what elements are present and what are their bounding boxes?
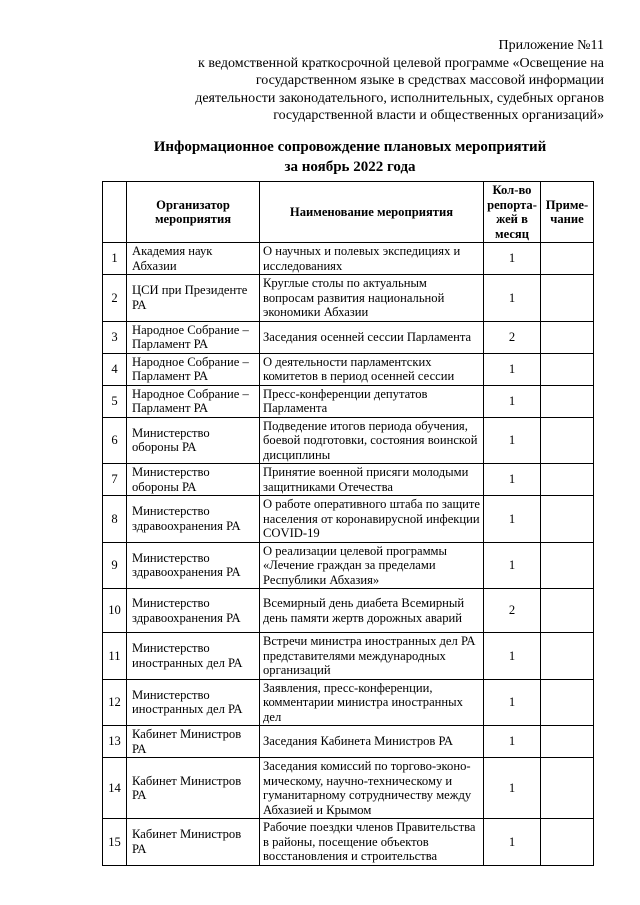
note-cell: [541, 353, 594, 385]
row-number: 10: [103, 589, 127, 633]
row-number: 4: [103, 353, 127, 385]
note-cell: [541, 819, 594, 866]
note-cell: [541, 633, 594, 680]
organizer-cell: Кабинет Министров РА: [127, 726, 260, 758]
header-report-count: Кол-во репорта-жей в месяц: [484, 182, 541, 243]
event-name-cell: Принятие военной присяги молодыми защитниками Отечества: [260, 464, 484, 496]
row-number: 8: [103, 496, 127, 543]
report-count-cell: 1: [484, 679, 541, 726]
event-name-cell: Заседания комиссий по торгово-эконо-мическому, научно-техническому и гуманитарному сотрудничеству между Абхазией и Крымом: [260, 758, 484, 819]
table-row: [103, 496, 594, 543]
appendix-subtitle-line: деятельности законодательного, исполнительных, судебных органов: [195, 90, 604, 106]
report-count-cell: 2: [484, 589, 541, 633]
row-number: 13: [103, 726, 127, 758]
event-name-cell: Подведение итогов периода обучения, боевой подготовки, состояния воинской дисциплины: [260, 417, 484, 464]
note-cell: [541, 321, 594, 353]
table-row: [103, 679, 594, 726]
organizer-cell: Министерство обороны РА: [127, 464, 260, 496]
table-row: [103, 758, 594, 819]
organizer-cell: ЦСИ при Президенте РА: [127, 275, 260, 322]
note-cell: [541, 679, 594, 726]
organizer-cell: Министерство здравоохранения РА: [127, 542, 260, 589]
organizer-cell: Академия наук Абхазии: [127, 243, 260, 275]
report-count-cell: 1: [484, 353, 541, 385]
organizer-cell: Кабинет Министров РА: [127, 819, 260, 866]
events-table: [102, 181, 594, 866]
note-cell: [541, 464, 594, 496]
note-cell: [541, 385, 594, 417]
event-name-cell: О научных и полевых экспедициях и исследованиях: [260, 243, 484, 275]
event-name-cell: Круглые столы по актуальным вопросам развития национальной экономики Абхазии: [260, 275, 484, 322]
table-header-row: [103, 182, 594, 243]
row-number: 7: [103, 464, 127, 496]
report-count-cell: 1: [484, 417, 541, 464]
table-row: [103, 819, 594, 866]
organizer-cell: Министерство здравоохранения РА: [127, 589, 260, 633]
note-cell: [541, 496, 594, 543]
row-number: 6: [103, 417, 127, 464]
header-note: Приме-чание: [541, 182, 594, 243]
header-organizer: Организатор мероприятия: [127, 182, 260, 243]
note-cell: [541, 542, 594, 589]
appendix-header: [195, 37, 604, 125]
row-number: 5: [103, 385, 127, 417]
appendix-subtitle-line: государственном языке в средствах массовой информации: [255, 73, 604, 88]
report-count-cell: 1: [484, 275, 541, 322]
row-number: 11: [103, 633, 127, 680]
table-row: [103, 726, 594, 758]
title-line: Информационное сопровождение плановых мероприятий: [153, 139, 547, 155]
header-event-name: Наименование мероприятия: [260, 182, 484, 243]
report-count-cell: 1: [484, 243, 541, 275]
row-number: 12: [103, 679, 127, 726]
table-row: [103, 464, 594, 496]
table-row: [103, 417, 594, 464]
event-name-cell: Заявления, пресс-конференции, комментарии министра иностранных дел: [260, 679, 484, 726]
note-cell: [541, 726, 594, 758]
table-row: [103, 385, 594, 417]
appendix-subtitle-line: государственной власти и общественных организаций»: [273, 108, 604, 123]
report-count-cell: 1: [484, 496, 541, 543]
row-number: 15: [103, 819, 127, 866]
event-name-cell: О реализации целевой программы «Лечение граждан за пределами Республики Абхазия»: [260, 542, 484, 589]
table-body: [103, 243, 594, 866]
organizer-cell: Министерство иностранных дел РА: [127, 633, 260, 680]
row-number: 2: [103, 275, 127, 322]
table-row: [103, 589, 594, 633]
report-count-cell: 1: [484, 633, 541, 680]
event-name-cell: Заседания Кабинета Министров РА: [260, 726, 484, 758]
event-name-cell: Пресс-конференции депутатов Парламента: [260, 385, 484, 417]
event-name-cell: Заседания осенней сессии Парламента: [260, 321, 484, 353]
title-line: за ноябрь 2022 года: [284, 159, 416, 175]
report-count-cell: 1: [484, 464, 541, 496]
note-cell: [541, 275, 594, 322]
event-name-cell: Рабочие поездки членов Правительства в районы, посещение объектов восстановления и строительства: [260, 819, 484, 866]
note-cell: [541, 417, 594, 464]
row-number: 3: [103, 321, 127, 353]
report-count-cell: 1: [484, 542, 541, 589]
note-cell: [541, 758, 594, 819]
appendix-subtitle-line: к ведомственной краткосрочной целевой программе «Освещение на: [198, 55, 604, 71]
organizer-cell: Министерство обороны РА: [127, 417, 260, 464]
note-cell: [541, 589, 594, 633]
report-count-cell: 2: [484, 321, 541, 353]
report-count-cell: 1: [484, 385, 541, 417]
row-number: 9: [103, 542, 127, 589]
table-row: [103, 633, 594, 680]
header-number: [103, 182, 127, 243]
row-number: 14: [103, 758, 127, 819]
table-row: [103, 243, 594, 275]
organizer-cell: Министерство здравоохранения РА: [127, 496, 260, 543]
event-name-cell: Всемирный день диабета Всемирный день памяти жертв дорожных аварий: [260, 589, 484, 633]
event-name-cell: О деятельности парламентских комитетов в период осенней сессии: [260, 353, 484, 385]
row-number: 1: [103, 243, 127, 275]
table-row: [103, 542, 594, 589]
event-name-cell: О работе оперативного штаба по защите населения от коронавирусной инфекции COVID-19: [260, 496, 484, 543]
document-title: [0, 137, 640, 177]
table-row: [103, 353, 594, 385]
report-count-cell: 1: [484, 819, 541, 866]
organizer-cell: Народное Собрание – Парламент РА: [127, 321, 260, 353]
organizer-cell: Народное Собрание – Парламент РА: [127, 353, 260, 385]
event-name-cell: Встречи министра иностранных дел РА представителями международных организаций: [260, 633, 484, 680]
organizer-cell: Народное Собрание – Парламент РА: [127, 385, 260, 417]
table-row: [103, 275, 594, 322]
report-count-cell: 1: [484, 726, 541, 758]
appendix-number: Приложение №11: [498, 38, 604, 53]
note-cell: [541, 243, 594, 275]
organizer-cell: Министерство иностранных дел РА: [127, 679, 260, 726]
report-count-cell: 1: [484, 758, 541, 819]
organizer-cell: Кабинет Министров РА: [127, 758, 260, 819]
table-row: [103, 321, 594, 353]
